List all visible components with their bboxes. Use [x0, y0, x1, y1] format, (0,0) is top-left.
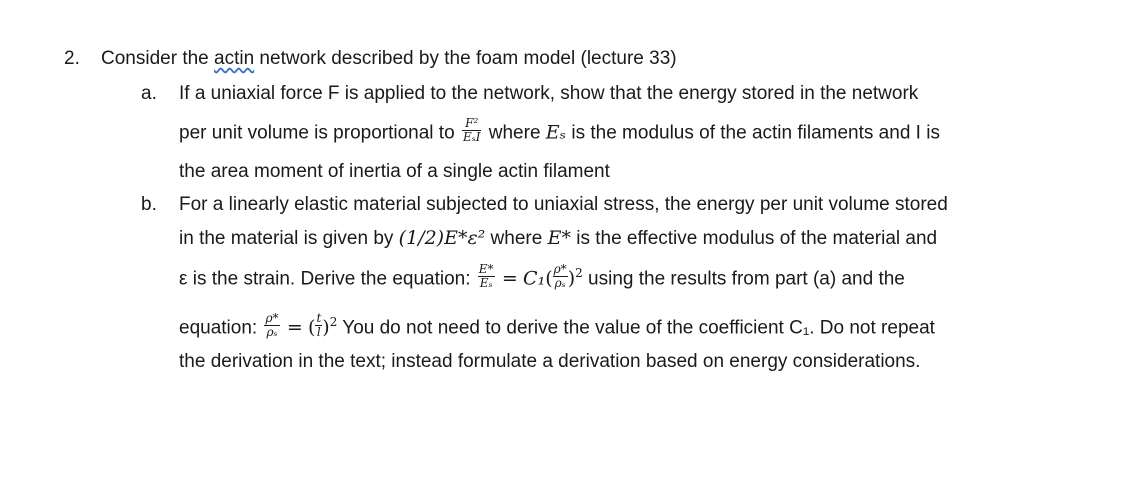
close-paren: ) [567, 267, 576, 290]
density-ratio-fraction [553, 263, 568, 290]
fraction-denominator: l [316, 324, 321, 339]
exponent: 2 [329, 315, 338, 329]
part-b-line-4 [179, 310, 935, 342]
part-a-line-1: If a uniaxial force F is applied to the network, show that the energy stored in the network [179, 83, 919, 104]
question-number: 2. [64, 48, 80, 69]
fraction-denominator: Eₛ [479, 275, 493, 290]
effective-modulus-symbol: E* [547, 227, 571, 249]
part-b-line-2 [179, 226, 937, 251]
energy-expression: (1/2)E*ε² [398, 227, 486, 249]
spellcheck-word[interactable]: actin [214, 48, 255, 69]
intro-text-start: Consider the [101, 48, 215, 69]
part-a-line-2 [179, 116, 940, 147]
part-a-line-3: the area moment of inertia of a single actin filament [179, 161, 610, 182]
part-b-line-2-mid: where [490, 228, 543, 249]
part-b-label: b. [141, 194, 157, 215]
exponent: 2 [575, 266, 583, 280]
part-b-line-2-start: in the material is given by [179, 228, 394, 249]
open-paren: ( [308, 316, 316, 339]
part-b-line-3-start: ε is the strain. Derive the equation: [179, 268, 471, 290]
part-b-line-1: For a linearly elastic material subjected to uniaxial stress, the energy per unit volume stored [179, 194, 948, 215]
open-paren: ( [545, 267, 553, 290]
part-b-line-4-end: You do not need to derive the value of the coefficient C₁. Do not repeat [342, 317, 935, 339]
fraction-numerator: ρ* [553, 261, 567, 276]
part-a-line-2-mid: where [488, 122, 541, 144]
fraction-numerator: ρ* [265, 310, 279, 325]
part-a-line-2-start: per unit volume is proportional to [179, 122, 455, 144]
modulus-symbol: Eₛ [545, 121, 567, 144]
fraction-numerator: t [316, 310, 322, 325]
coefficient-symbol: C₁ [523, 267, 546, 290]
part-b-line-3-end: using the results from part (a) and the [588, 268, 905, 290]
part-b-line-4-start: equation: [179, 317, 258, 339]
part-b-line-5: the derivation in the text; instead formulate a derivation based on energy considerations. [179, 351, 921, 372]
intro-text-end: network described by the foam model (lecture 33) [254, 48, 677, 69]
fraction-denominator: ρₛ [554, 275, 566, 290]
part-b-line-3 [179, 261, 905, 293]
fraction-numerator: E* [478, 261, 494, 276]
fraction-numerator: F² [462, 117, 482, 131]
fraction-denominator: ρₛ [266, 324, 278, 339]
part-a-line-2-end: is the modulus of the actin filaments and I is [571, 122, 940, 144]
part-b-line-2-end: is the effective modulus of the material and [576, 228, 938, 249]
force-energy-fraction [462, 117, 482, 144]
question-intro [101, 47, 677, 71]
thickness-length-fraction [315, 312, 322, 339]
close-paren: ) [322, 316, 330, 339]
equals-sign: = [286, 316, 303, 339]
density-ratio-fraction-2 [264, 312, 279, 339]
modulus-ratio-fraction [478, 263, 495, 290]
fraction-denominator: EₛI [462, 130, 481, 144]
equals-sign: = [501, 267, 518, 290]
part-a-label: a. [141, 83, 157, 104]
